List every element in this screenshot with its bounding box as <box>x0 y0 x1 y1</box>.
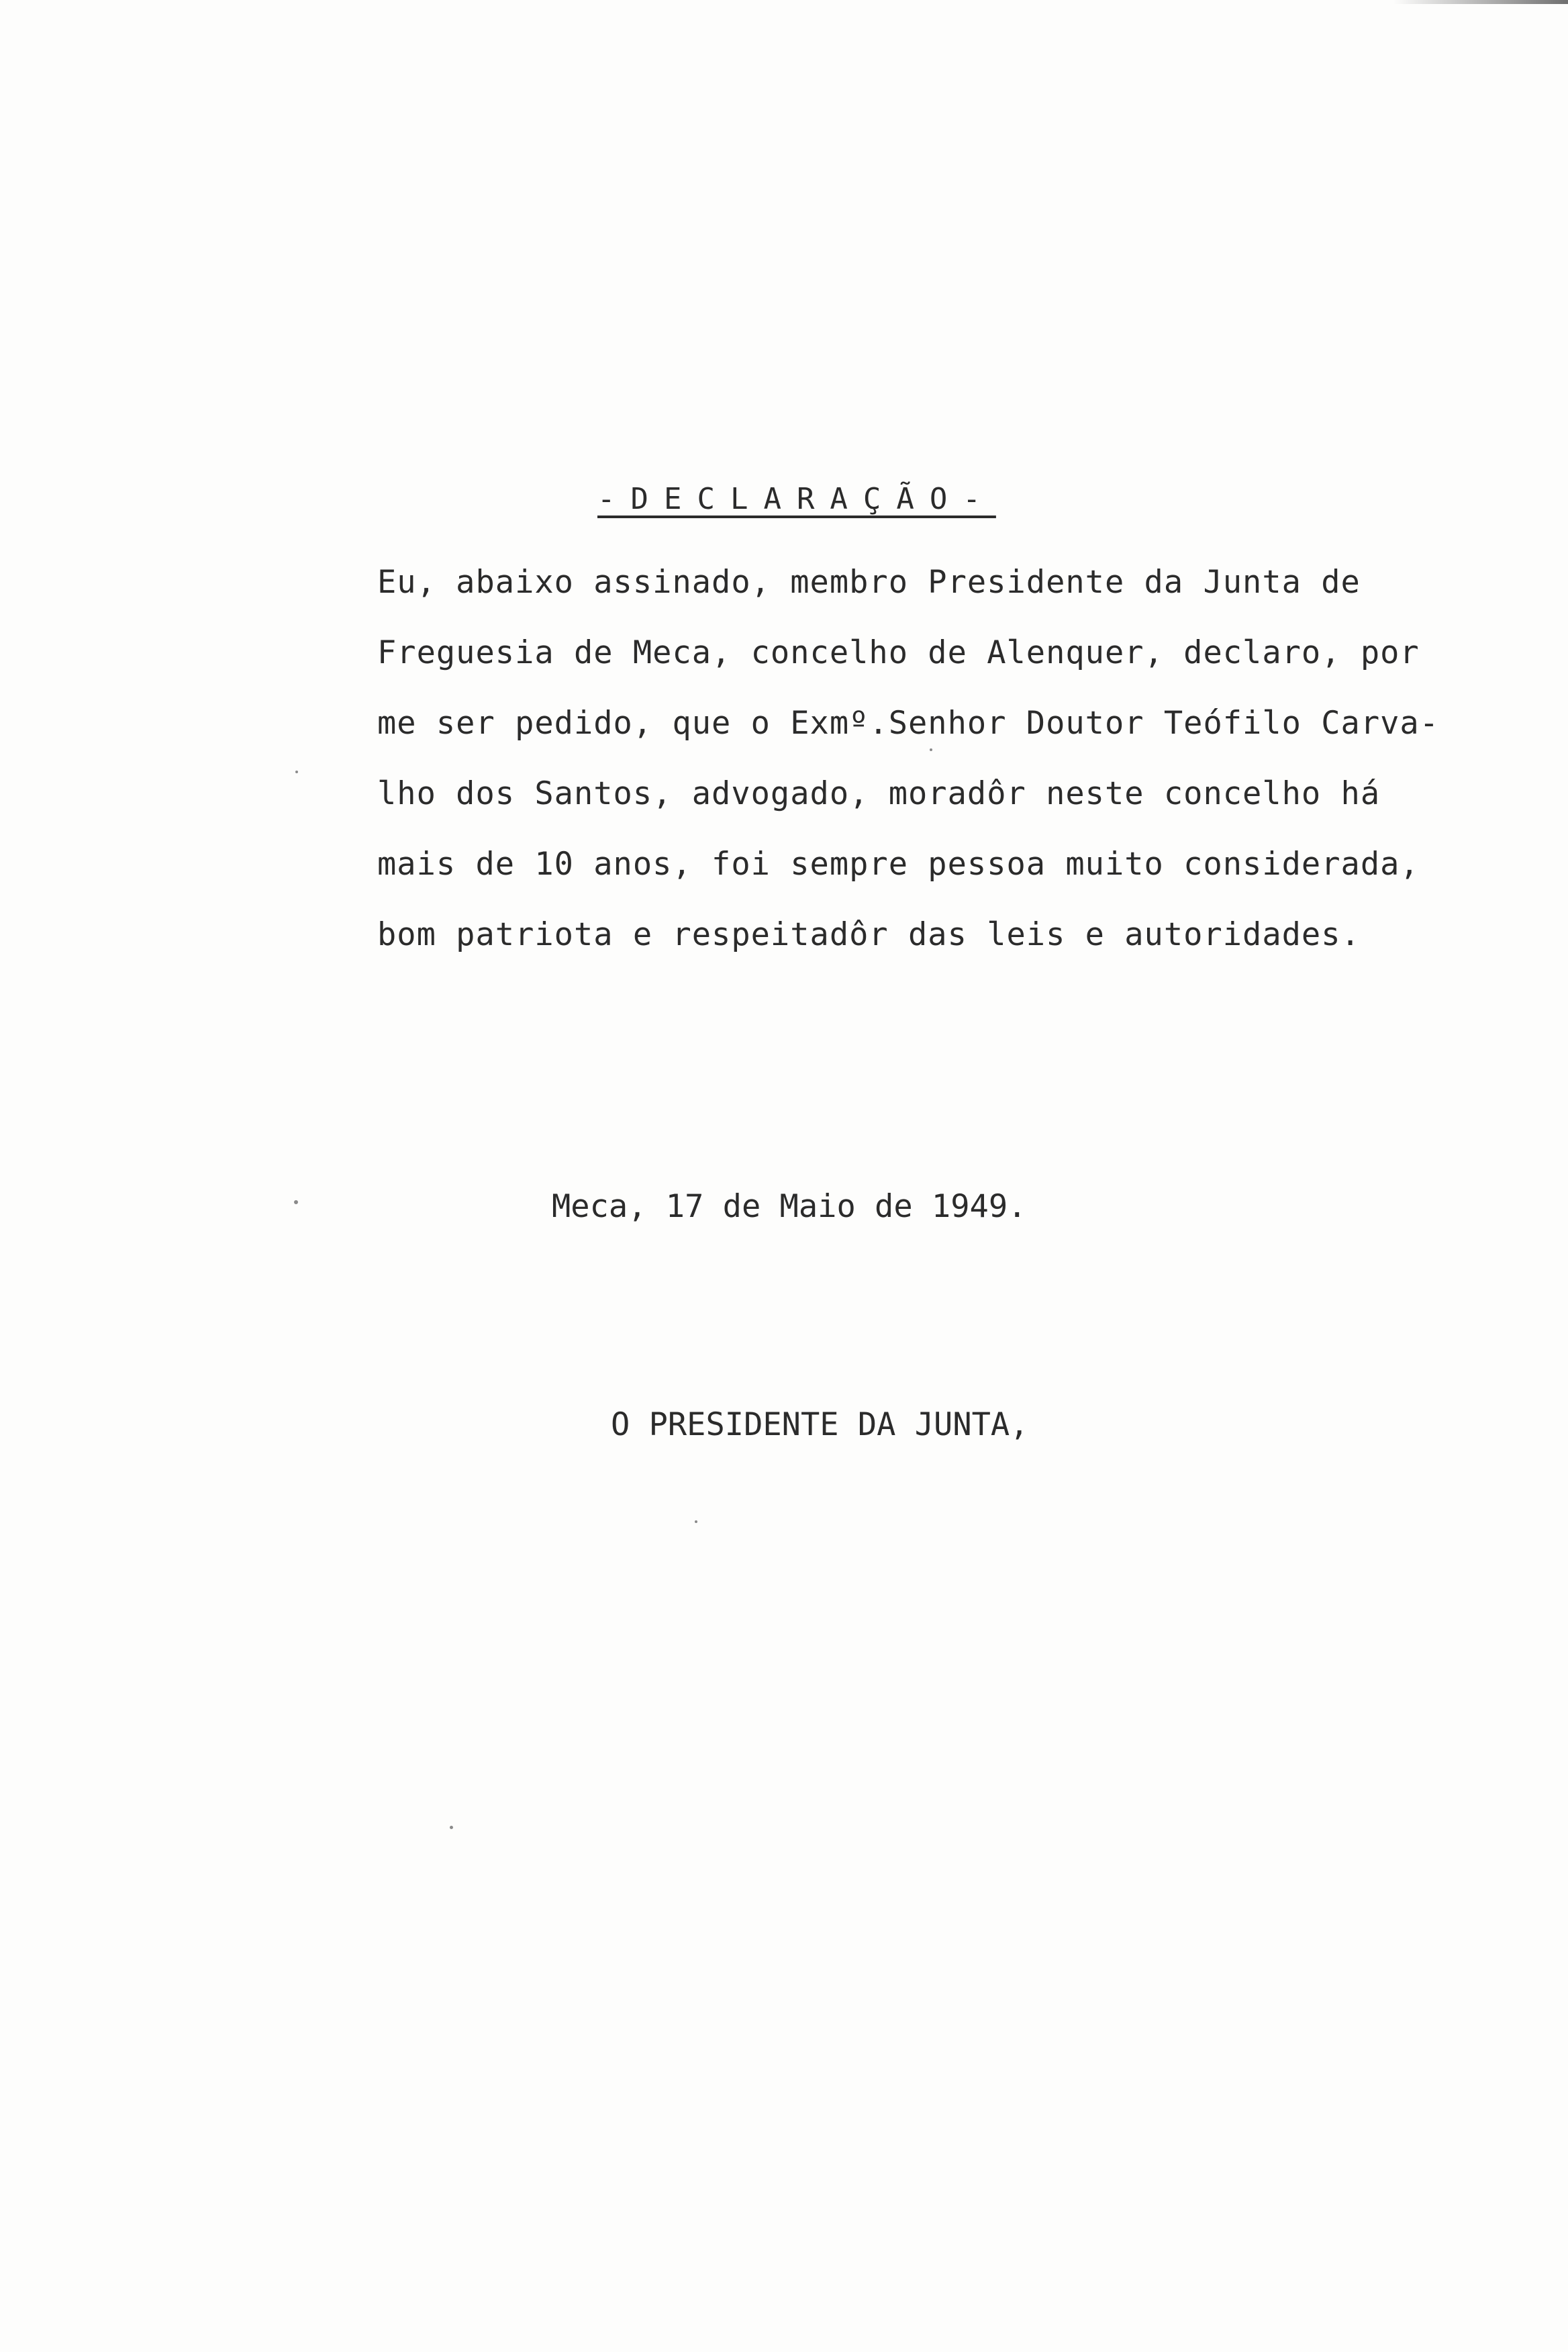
body-line: Eu, abaixo assinado, membro Presidente da Junta de <box>377 564 1361 601</box>
paper-speck <box>695 1520 697 1523</box>
declaration-body <box>377 547 1458 970</box>
body-line: me ser pedido, que o Exmº.Senhor Doutor Teófilo Carva- <box>377 705 1440 742</box>
paper-speck <box>450 1826 453 1829</box>
body-line: Freguesia de Meca, concelho de Alenquer, declaro, por <box>377 634 1420 671</box>
body-line: bom patriota e respeitadôr das leis e autoridades. <box>377 916 1361 953</box>
body-line: mais de 10 anos, foi sempre pessoa muito considerada, <box>377 846 1420 883</box>
document-title: -DECLARAÇÃO- <box>597 482 996 516</box>
scan-edge-mark <box>1393 0 1568 4</box>
paper-speck <box>294 1200 298 1204</box>
paper-speck <box>295 771 298 773</box>
place-date: Meca, 17 de Maio de 1949. <box>552 1188 1027 1225</box>
body-line: lho dos Santos, advogado, moradôr neste concelho há <box>377 775 1381 812</box>
paper-speck <box>930 748 932 751</box>
signature-title: O PRESIDENTE DA JUNTA, <box>611 1406 1029 1443</box>
